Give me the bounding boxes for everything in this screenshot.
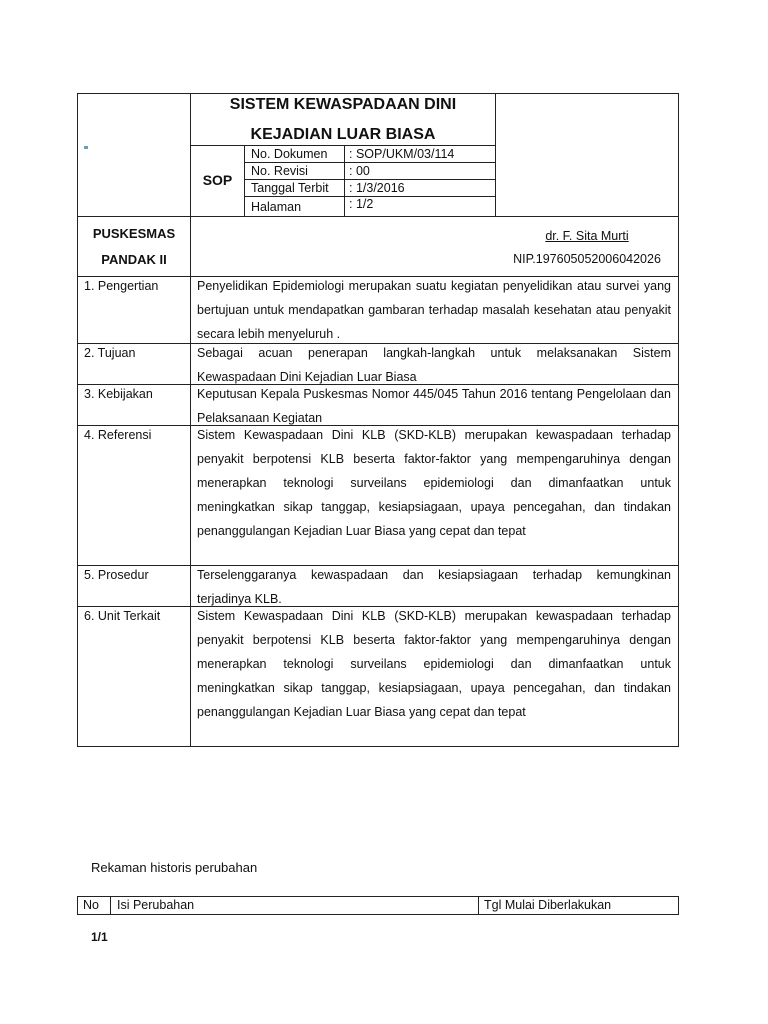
doc-title-line1: SISTEM KEWASPADAAN DINI	[229, 96, 457, 113]
history-col-isi: Isi Perubahan	[117, 898, 195, 912]
meta-label: Tanggal Terbit	[251, 181, 329, 195]
section-text-tujuan: Sebagai acuan penerapan langkah-langkah untuk melaksanakan Sistem Kewaspadaan Dini Kejadian Luar Biasa	[197, 346, 671, 384]
section-text-referensi: Sistem Kewaspadaan Dini KLB (SKD-KLB) merupakan kewaspadaan terhadap penyakit berpotensi KLB beserta faktor-faktor yang mempengaruhinya dengan menerapkan teknologi surveilans epidemiologi dan dimanfaatkan untuk meningkatkan sikap tanggap, kesiapsiagaan, upaya pencegahan, dan tindakan penanggulangan Kejadian Luar Biasa yang cepat dan tepat	[197, 428, 671, 538]
section-label-tujuan: 2. Tujuan	[84, 346, 136, 360]
column-divider	[190, 93, 191, 747]
table-border-right	[678, 93, 679, 747]
history-col-tgl: Tgl Mulai Diberlakukan	[484, 898, 612, 912]
table-border-top	[77, 93, 679, 94]
section-text-pengertian: Penyelidikan Epidemiologi merupakan suatu kegiatan penyelidikan atau survei yang bertujuan untuk mendapatkan gambaran terhadap masalah kesehatan atau penyakit secara lebih menyeluruh .	[197, 279, 671, 341]
history-table-bottom	[77, 914, 679, 915]
history-col-no: No	[83, 898, 99, 912]
section-text-unit-terkait: Sistem Kewaspadaan Dini KLB (SKD-KLB) merupakan kewaspadaan terhadap penyakit berpotensi KLB beserta faktor-faktor yang mempengaruhinya dengan menerapkan teknologi surveilans epidemiologi dan dimanfaatkan untuk meningkatkan sikap tanggap, kesiapsiagaan, upaya pencegahan, dan tindakan penanggulangan Kejadian Luar Biasa yang cepat dan tepat	[197, 609, 671, 719]
doc-title-line2: KEJADIAN LUAR BIASA	[250, 126, 436, 143]
meta-label: Halaman	[251, 200, 302, 214]
history-table-right	[678, 896, 679, 915]
history-heading: Rekaman historis perubahan	[91, 860, 258, 875]
meta-label: No. Dokumen	[251, 147, 328, 161]
section-text-prosedur: Terselenggaranya kewaspadaan dan kesiapsiagaan terhadap kemungkinan terjadinya KLB.	[197, 568, 671, 606]
meta-value: : SOP/UKM/03/114	[349, 147, 455, 161]
meta-row-line	[244, 162, 495, 163]
section-label-kebijakan: 3. Kebijakan	[84, 387, 153, 401]
table-border-left	[77, 93, 78, 747]
history-col-divider	[478, 896, 479, 915]
table-border-bottom	[77, 746, 679, 747]
meta-value: : 00	[349, 164, 370, 178]
header-right-divider	[495, 93, 496, 216]
signer-name: dr. F. Sita Murti	[545, 229, 629, 243]
section-label-referensi: 4. Referensi	[84, 428, 152, 442]
meta-divider	[344, 145, 345, 216]
header-bottom-line	[77, 216, 679, 217]
section-label-unit-terkait: 6. Unit Terkait	[84, 609, 161, 623]
history-col-divider	[110, 896, 111, 915]
meta-value: : 1/2	[349, 197, 374, 211]
org-name-line2: PANDAK II	[101, 252, 167, 267]
title-divider	[190, 145, 495, 146]
signer-nip: NIP.197605052006042026	[513, 252, 661, 266]
org-name-line1: PUSKESMAS	[92, 226, 176, 241]
meta-value: : 1/3/2016	[349, 181, 405, 195]
sop-divider	[244, 145, 245, 216]
section-label-pengertian: 1. Pengertian	[84, 279, 159, 293]
meta-label: No. Revisi	[251, 164, 308, 178]
logo-icon	[84, 146, 88, 149]
section-text-kebijakan: Keputusan Kepala Puskesmas Nomor 445/045 Tahun 2016 tentang Pengelolaan dan Pelaksanaan Kegiatan	[197, 387, 671, 425]
section-label-prosedur: 5. Prosedur	[84, 568, 149, 582]
history-table-left	[77, 896, 78, 915]
meta-row-line	[244, 179, 495, 180]
history-table-top	[77, 896, 679, 897]
sop-label: SOP	[202, 172, 233, 188]
page-number: 1/1	[91, 930, 108, 944]
